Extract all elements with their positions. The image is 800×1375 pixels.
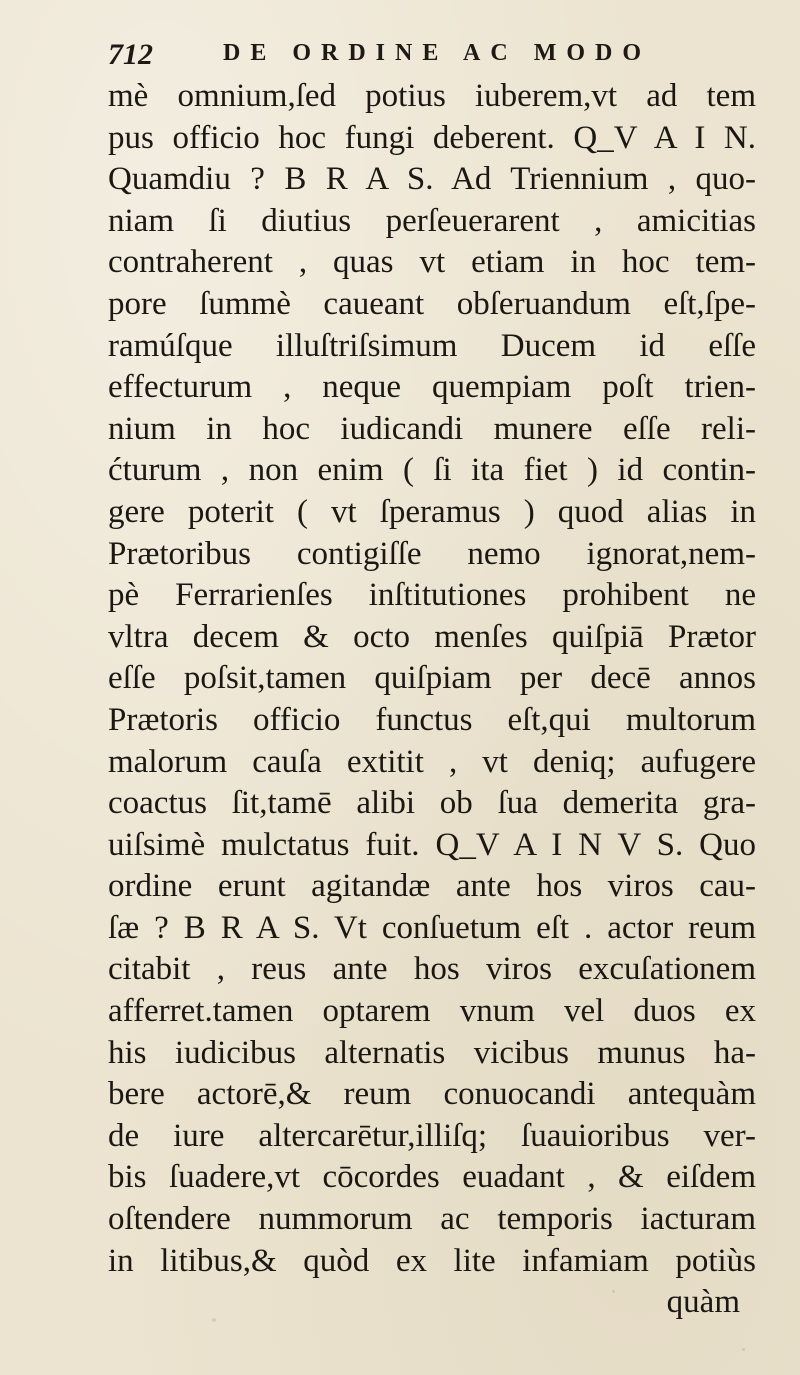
text-line: gere poterit ( vt ſperamus ) quod alias in (108, 493, 756, 530)
catchword: quàm (666, 1284, 740, 1321)
text-line: malorum cauſa extitit , vt deniq; aufugere (108, 743, 756, 780)
text-line: Prætoribus contigiſſe nemo ignorat,nem- (108, 535, 756, 572)
paper-speck (742, 1348, 745, 1351)
text-line: bis ſuadere,vt cōcordes euadant , & eiſdem (108, 1159, 756, 1196)
text-line: ćturum , non enim ( ſi ita fiet ) id contin- (108, 452, 756, 489)
text-line: his iudicibus alternatis vicibus munus ha- (108, 1034, 756, 1071)
text-line: contraherent , quas vt etiam in hoc tem- (108, 244, 756, 281)
text-line: ramúſque illuſtriſsimum Ducem id eſſe (108, 327, 756, 364)
text-line: ſæ ? B R A S. Vt conſuetum eſt . actor reum (108, 909, 756, 946)
text-line: in litibus,& quòd ex lite infamiam potiùs (108, 1242, 756, 1279)
text-line: bere actorē,& reum conuocandi antequàm (108, 1076, 756, 1113)
paper-speck (212, 1318, 216, 1322)
text-line: Quamdiu ? B R A S. Ad Triennium , quo- (108, 161, 756, 198)
text-line: eſſe poſsit,tamen quiſpiam per decē annos (108, 660, 756, 697)
text-line: de iure altercarētur,illiſq; ſuauioribus ver- (108, 1117, 756, 1154)
body-text (108, 76, 756, 1324)
text-line: Prætoris officio functus eſt,qui multorum (108, 701, 756, 738)
text-line: vltra decem & octo menſes quiſpiā Prætor (108, 618, 756, 655)
page-number: 712 (108, 38, 153, 71)
text-line: coactus ſit,tamē alibi ob ſua demerita gra- (108, 785, 756, 822)
text-line: uiſsimè mulctatus fuit. Q_V A I N V S. Quo (108, 826, 756, 863)
text-line: niam ſi diutius perſeuerarent , amicitias (108, 202, 756, 239)
text-line: nium in hoc iudicandi munere eſſe reli- (108, 410, 756, 447)
text-line: pore ſummè caueant obſeruandum eſt,ſpe- (108, 285, 756, 322)
page-header (108, 38, 748, 78)
text-line: citabit , reus ante hos viros excuſationem (108, 951, 756, 988)
text-line: pus officio hoc fungi deberent. Q_V A I N. (108, 119, 756, 156)
running-title: DE ORDINE AC MODO (223, 40, 652, 66)
text-line: ordine erunt agitandæ ante hos viros cau- (108, 868, 756, 905)
text-line: afferret.tamen optarem vnum vel duos ex (108, 993, 756, 1030)
paper-speck (612, 1290, 615, 1293)
text-line: effecturum , neque quempiam poſt trien- (108, 369, 756, 406)
text-line: mè omnium,ſed potius iuberem,vt ad tem (108, 78, 756, 114)
text-line: pè Ferrarienſes inſtitutiones prohibent ne (108, 577, 756, 614)
text-line: oſtendere nummorum ac temporis iacturam (108, 1201, 756, 1238)
